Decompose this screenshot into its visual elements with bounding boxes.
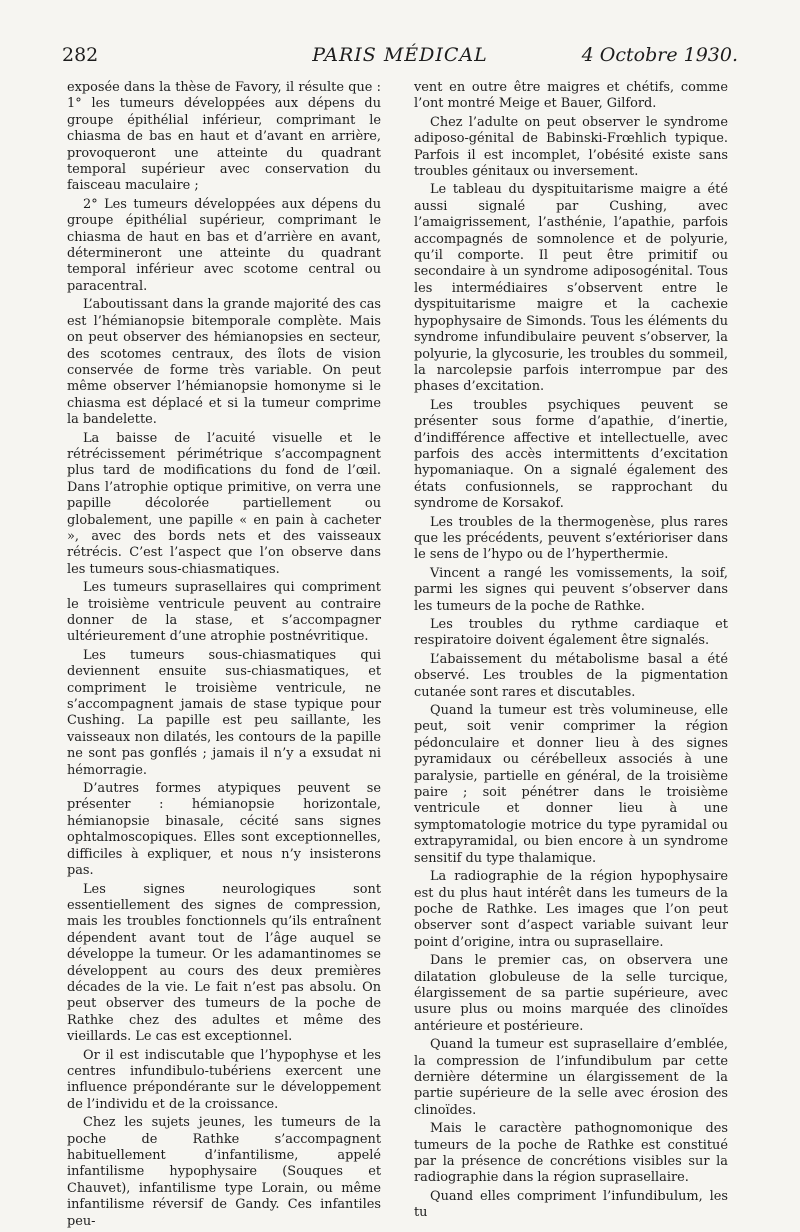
paragraph: Quand la tumeur est suprasellaire d’emblée, la compression de l’infundibulum par cette dernière détermine un élargissement de la partie supérieure de la selle avec érosion des clinoïdes. xyxy=(414,1037,728,1118)
paragraph: L’aboutissant dans la grande majorité des cas est l’hémianopsie bitemporale complète. Mais on peut observer des hémianopsies en secteur, des scotomes centraux, des îlots de vision conservée de forme très variable. On peut même observer l’hémianopsie homonyme si le chiasma est déplacé et si la tumeur comprime la bandelette. xyxy=(67,297,381,428)
paragraph: La radiographie de la région hypophysaire est du plus haut intérêt dans les tumeurs de la poche de Rathke. Les images que l’on peut observer sont d’aspect variable suivant leur point d’origine, intra ou suprasellaire. xyxy=(414,869,728,950)
paragraph: Les tumeurs sous-chiasmatiques qui deviennent ensuite sus-chiasmatiques, et compriment le troisième ventricule, ne s’accompagnent jamais de stase typique pour Cushing. La papille est peu saillante, les vaisseaux non dilatés, les contours de la papille ne sont pas gonflés ; jamais il n’y a exsudat ni hémorragie. xyxy=(67,647,381,778)
page-number: 282 xyxy=(62,44,99,66)
paragraph: vent en outre être maigres et chétifs, comme l’ont montré Meige et Bauer, Gilford. xyxy=(414,80,728,112)
issue-date: 4 Octobre 1930. xyxy=(581,44,738,66)
paragraph: Mais le caractère pathognomonique des tumeurs de la poche de Rathke est constitué par la présence de concrétions visibles sur la radiographie dans la région suprasellaire. xyxy=(414,1121,728,1186)
paragraph: Les troubles du rythme cardiaque et respiratoire doivent également être signalés. xyxy=(414,617,728,649)
paragraph: exposée dans la thèse de Favory, il résulte que : 1° les tumeurs développées aux dépens du groupe épithélial inférieur, comprimant le chiasma de bas en haut et d’avant en arrière, provoqueront une atteinte du quadrant temporal supérieur avec conservation du faisceau maculaire ; xyxy=(67,80,381,194)
paragraph: Quand la tumeur est très volumineuse, elle peut, soit venir comprimer la région pédonculaire et donner lieu à des signes pyramidaux ou cérébelleux associés à une paralysie, partielle en général, de la troisième paire ; soit pénétrer dans le troisième ventricule et donner lieu à une symptomatologie motrice du type pyramidal ou extrapyramidal, ou bien encore à un syndrome sensitif du type thalamique. xyxy=(414,703,728,866)
paragraph: Le tableau du dyspituitarisme maigre a été aussi signalé par Cushing, avec l’amaigrissement, l’asthénie, l’apathie, parfois accompagnés de somnolence et de polyurie, qu’il comporte. Il peut être primitif ou secondaire à un syndrome adiposogénital. Tous les intermédiaires s’observent entre le dyspituitarisme maigre et la cachexie hypophysaire de Simonds. Tous les éléments du syndrome infundibulaire peuvent s’observer, la polyurie, la glycosurie, les troubles du sommeil, la narcolepsie parfois interrompue par des phases d’excitation. xyxy=(414,182,728,395)
paragraph: Chez les sujets jeunes, les tumeurs de la poche de Rathke s’accompagnent habituellement d’infantilisme, appelé infantilisme hypophysaire (Souques et Chauvet), infantilisme type Lorain, ou même infantilisme réversif de Gandy. Ces infantiles peu- xyxy=(67,1115,381,1229)
paragraph: D’autres formes atypiques peuvent se présenter : hémianopsie horizontale, hémianopsie binasale, cécité sans signes ophtalmoscopiques. Elles sont exceptionnelles, difficiles à expliquer, et nous n’y insisterons pas. xyxy=(67,781,381,879)
paragraph: Or il est indiscutable que l’hypophyse et les centres infundibulo-tubériens exercent une influence prépondérante sur le développement de l’individu et de la croissance. xyxy=(67,1047,381,1112)
paragraph: Les signes neurologiques sont essentiellement des signes de compression, mais les troubles fonctionnels qu’ils entraînent dépendent avant tout de l’âge auquel se développe la tumeur. Or les adamantinomes se développent au cours des deux premières décades de la vie. Le fait n’est pas absolu. On peut observer des tumeurs de la poche de Rathke chez des adultes et même des vieillards. Le cas est exceptionnel. xyxy=(67,881,381,1045)
paragraph: Chez l’adulte on peut observer le syndrome adiposo-génital de Babinski-Frœhlich typique. Parfois il est incomplet, l’obésité existe sans troubles génitaux ou inversement. xyxy=(414,114,728,180)
running-header xyxy=(62,44,738,74)
paragraph: Quand elles compriment l’infundibulum, les tu xyxy=(414,1188,728,1221)
paragraph: Dans le premier cas, on observera une dilatation globuleuse de la selle turcique, élargissement de sa partie supérieure, avec usure plus ou moins marquée des clinoïdes antérieure et postérieure. xyxy=(414,953,728,1034)
paragraph: 2° Les tumeurs développées aux dépens du groupe épithélial supérieur, comprimant le chiasma de haut en bas et d’arrière en avant, détermineront une atteinte du quadrant temporal inférieur avec scotome central ou paracentral. xyxy=(67,196,381,294)
right-column xyxy=(414,80,728,1224)
paragraph: L’abaissement du métabolisme basal a été observé. Les troubles de la pigmentation cutanée sont rares et discutables. xyxy=(414,651,728,700)
paragraph: Les tumeurs suprasellaires qui compriment le troisième ventricule peuvent au contraire donner de la stase, et s’accompagner ultérieurement d’une atrophie postnévritique. xyxy=(67,580,381,645)
paragraph: Les troubles de la thermogenèse, plus rares que les précédents, peuvent s’extérioriser dans le sens de l’hypo ou de l’hyperthermie. xyxy=(414,514,728,563)
journal-title: PARIS MÉDICAL xyxy=(312,44,488,66)
paragraph: La baisse de l’acuité visuelle et le rétrécissement périmétrique s’accompagnent plus tard de modifications du fond de l’œil. Dans l’atrophie optique primitive, on verra une papille décolorée partiellement ou globalement, une papille « en pain à cacheter », avec des bords nets et des vaisseaux rétrécis. C’est l’aspect que l’on observe dans les tumeurs sous-chiasmatiques. xyxy=(67,430,381,577)
paragraph: Les troubles psychiques peuvent se présenter sous forme d’apathie, d’inertie, d’indifférence affective et intellectuelle, avec parfois des accès intermittents d’excitation hypomaniaque. On a signalé également des états confusionnels, se rapprochant du syndrome de Korsakof. xyxy=(414,397,728,512)
paragraph: Vincent a rangé les vomissements, la soif, parmi les signes qui peuvent s’observer dans les tumeurs de la poche de Rathke. xyxy=(414,565,728,614)
left-column xyxy=(67,80,381,1232)
